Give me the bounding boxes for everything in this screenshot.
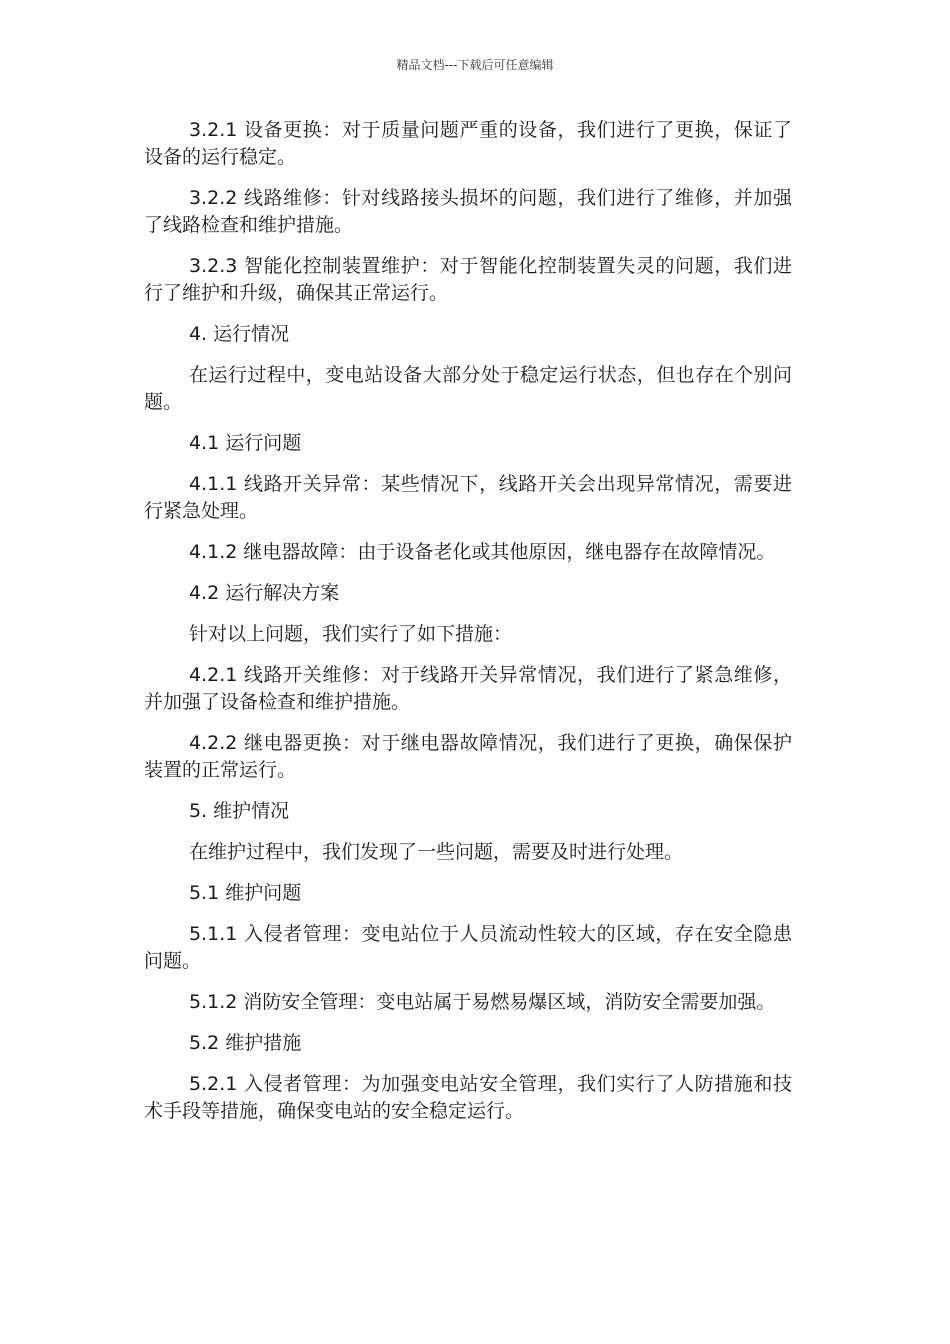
paragraph-5-2-1: 5.2.1 入侵者管理：为加强变电站安全管理，我们实行了人防措施和技术手段等措施，确保变电站的安全稳定运行。 <box>144 1073 792 1122</box>
paragraph-4-2-intro: 针对以上问题，我们实行了如下措施： <box>189 623 513 645</box>
paragraph-4-2-2: 4.2.2 继电器更换：对于继电器故障情况，我们进行了更换，确保保护装置的正常运行。 <box>144 732 792 781</box>
paragraph-5-intro: 在维护过程中，我们发现了一些问题，需要及时进行处理。 <box>189 841 684 863</box>
paragraph-5-1-2: 5.1.2 消防安全管理：变电站属于易燃易爆区域，消防安全需要加强。 <box>189 991 776 1013</box>
paragraph-4-1-2: 4.1.2 继电器故障：由于设备老化或其他原因，继电器存在故障情况。 <box>189 541 776 563</box>
paragraph-4-1-1: 4.1.1 线路开关异常：某些情况下，线路开关会出现异常情况，需要进行紧急处理。 <box>144 473 792 522</box>
paragraph-5-1-1: 5.1.1 入侵者管理：变电站位于人员流动性较大的区域，存在安全隐患问题。 <box>144 923 792 972</box>
paragraph-3-2-3: 3.2.3 智能化控制装置维护：对于智能化控制装置失灵的问题，我们进行了维护和升级，确保其正常运行。 <box>144 255 792 304</box>
heading-5-1: 5.1 维护问题 <box>189 882 302 904</box>
page-header: 精品文档---下载后可任意编辑 <box>396 58 554 72</box>
heading-5: 5. 维护情况 <box>189 800 290 822</box>
document-body <box>144 117 792 1139</box>
heading-4-1: 4.1 运行问题 <box>189 432 302 454</box>
paragraph-4-2-1: 4.2.1 线路开关维修：对于线路开关异常情况，我们进行了紧急维修，并加强了设备检查和维护措施。 <box>144 664 792 713</box>
heading-4-2: 4.2 运行解决方案 <box>189 582 340 604</box>
paragraph-4-intro: 在运行过程中，变电站设备大部分处于稳定运行状态，但也存在个别问题。 <box>144 364 792 413</box>
paragraph-3-2-1: 3.2.1 设备更换：对于质量问题严重的设备，我们进行了更换，保证了设备的运行稳定。 <box>144 119 792 168</box>
heading-4: 4. 运行情况 <box>189 323 290 345</box>
heading-5-2: 5.2 维护措施 <box>189 1032 302 1054</box>
paragraph-3-2-2: 3.2.2 线路维修：针对线路接头损坏的问题，我们进行了维修，并加强了线路检查和维护措施。 <box>144 187 792 236</box>
